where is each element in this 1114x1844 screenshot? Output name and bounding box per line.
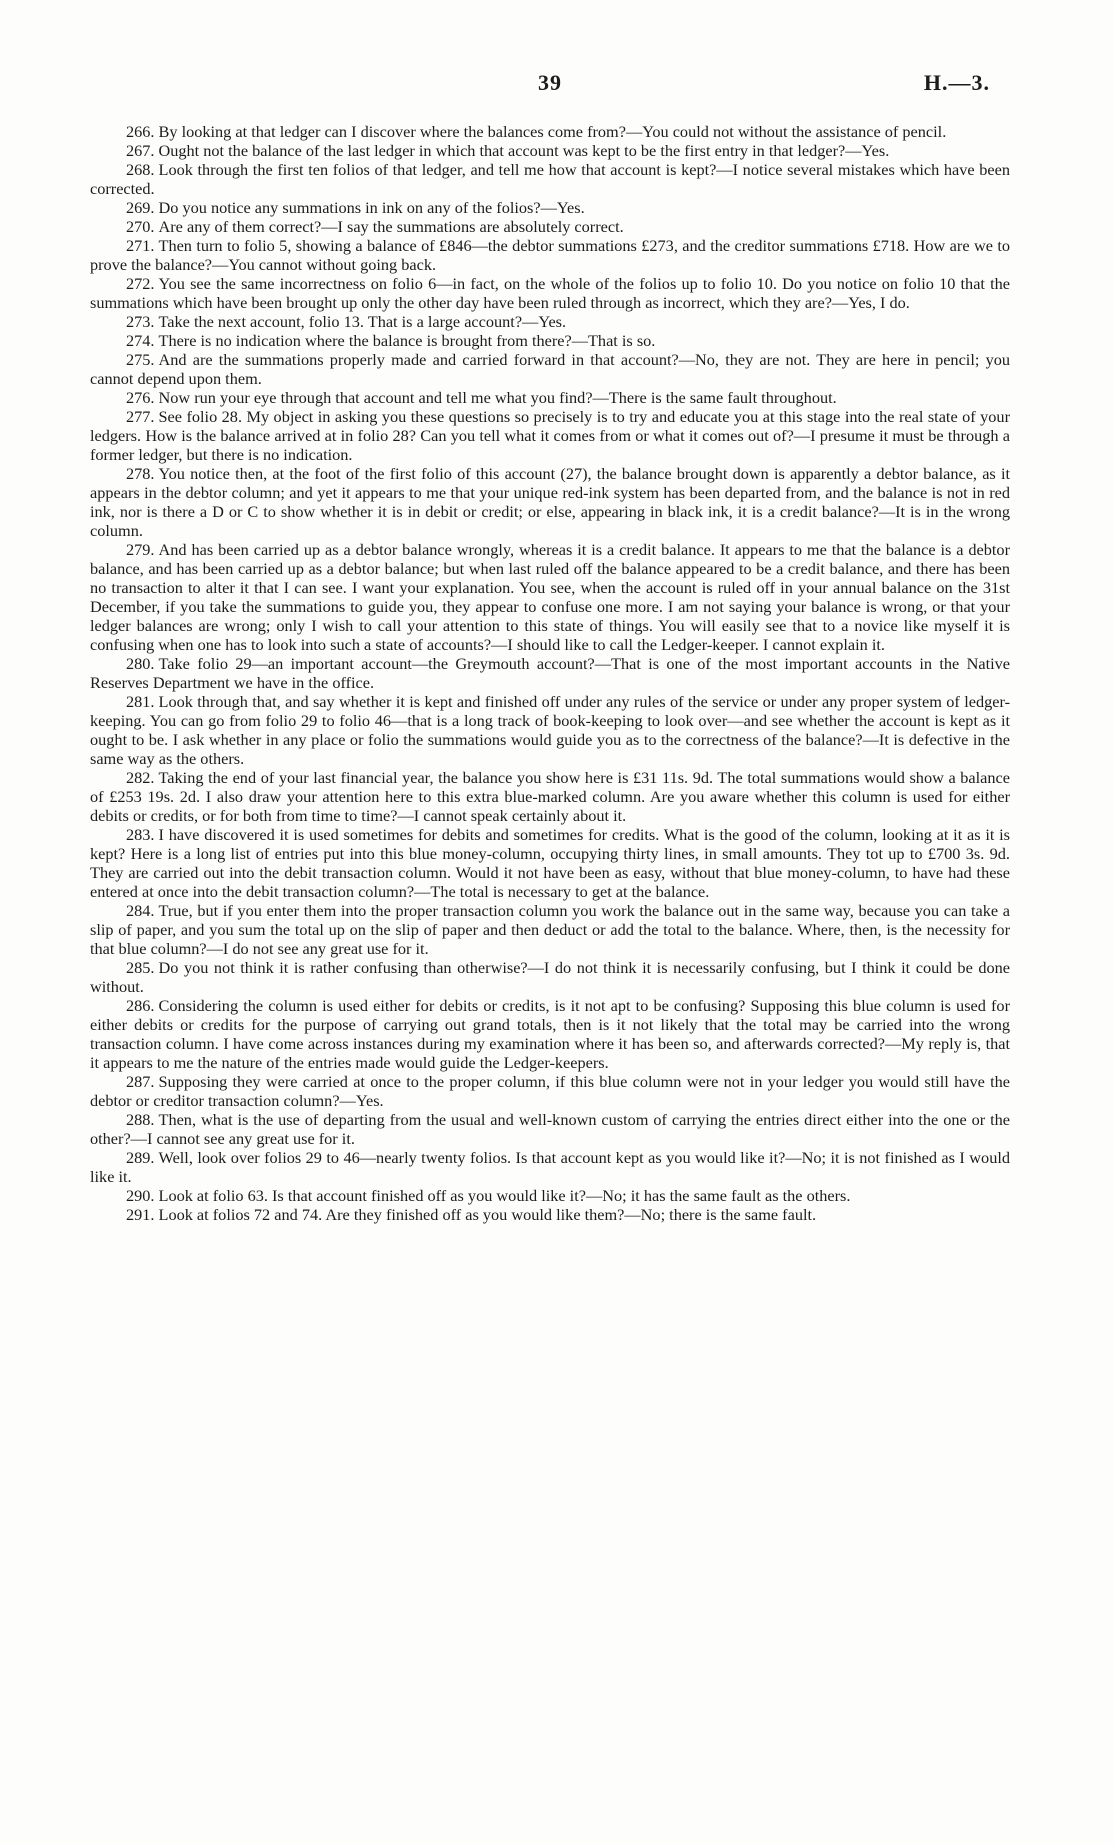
- question-275: [90, 350, 1010, 388]
- question-number: 268.: [126, 160, 155, 179]
- question-text: I have discovered it is used sometimes for debits and sometimes for credits. What is the good of the column, looking at it as it is kept? Here is a long list of entries put into this blue money-column, occupying thirty lines, in small amounts. They tot up to £700 3s. 9d. They are carried out into the debit transaction column. Would it not have been as easy, without that blue money-column, to have had these entered at once into the debit transaction column?—The total is necessary to get at the balance.: [90, 825, 1010, 901]
- question-text: Look at folios 72 and 74. Are they finished off as you would like them?—No; there is the same fault.: [158, 1205, 817, 1224]
- question-number: 270.: [126, 217, 155, 236]
- question-276: [90, 388, 1010, 407]
- question-text: Well, look over folios 29 to 46—nearly twenty folios. Is that account kept as you would like it?—No; it is not finished as I would like it.: [90, 1148, 1010, 1186]
- question-number: 291.: [126, 1205, 155, 1224]
- question-270: [90, 217, 1010, 236]
- question-text: Look through that, and say whether it is kept and finished off under any rules of the service or under any proper system of ledger-keeping. You can go from folio 29 to folio 46—that is a long track of book-keeping to look over—and see whether the account is kept as it ought to be. I ask whether in any place or folio the summations would guide you as to the correctness of the balance?—It is defective in the same way as the others.: [90, 692, 1010, 768]
- question-287: [90, 1072, 1010, 1110]
- question-number: 273.: [126, 312, 155, 331]
- question-number: 281.: [126, 692, 155, 711]
- question-number: 278.: [126, 464, 155, 483]
- question-number: 271.: [126, 236, 155, 255]
- question-text: You notice then, at the foot of the first folio of this account (27), the balance brought down is apparently a debtor balance, as it appears in the debtor column; and yet it appears to me that your unique red-ink system has been departed from, and the balance is not in red ink, nor is there a D or C to show whether it is in debit or credit; or else, appearing in black ink, it is a credit balance?—It is in the wrong column.: [90, 464, 1010, 540]
- question-number: 283.: [126, 825, 155, 844]
- page-number: 39: [538, 70, 562, 95]
- question-text: And are the summations properly made and carried forward in that account?—No, they are not. They are here in pencil; you cannot depend upon them.: [90, 350, 1010, 388]
- question-text: Supposing they were carried at once to the proper column, if this blue column were not in your ledger you would still have the debtor or creditor transaction column?—Yes.: [90, 1072, 1010, 1110]
- question-text: Do you not think it is rather confusing than otherwise?—I do not think it is necessarily confusing, but I think it could be done without.: [90, 958, 1010, 996]
- question-number: 284.: [126, 901, 155, 920]
- question-284: [90, 901, 1010, 958]
- question-285: [90, 958, 1010, 996]
- question-text: Take the next account, folio 13. That is a large account?—Yes.: [158, 312, 567, 331]
- question-number: 280.: [126, 654, 155, 673]
- question-283: [90, 825, 1010, 901]
- question-280: [90, 654, 1010, 692]
- question-text: See folio 28. My object in asking you these questions so precisely is to try and educate you at this stage into the real state of your ledgers. How is the balance arrived at in folio 28? Can you tell what it comes from or what it comes out of?—I presume it must be through a former ledger, but there is no indication.: [90, 407, 1010, 464]
- series-reference: H.—3.: [923, 70, 990, 95]
- question-text: You see the same incorrectness on folio 6—in fact, on the whole of the folios up to folio 10. Do you notice on folio 10 that the summations which have been brought up only the other day have been ruled through as incorrect, which they are?—Yes, I do.: [90, 274, 1010, 312]
- question-286: [90, 996, 1010, 1072]
- question-text: There is no indication where the balance is brought from there?—That is so.: [158, 331, 656, 350]
- question-number: 275.: [126, 350, 155, 369]
- question-271: [90, 236, 1010, 274]
- question-text: Considering the column is used either for debits or credits, is it not apt to be confusing? Supposing this blue column is used for either debits or credits for the purpose of carrying out grand totals, then is it not likely that the total may be carried into the wrong transaction column. I have come across instances during my examination where it has been so, and afterwards corrected?—My reply is, that it appears to me the nature of the entries made would guide the Ledger-keepers.: [90, 996, 1010, 1072]
- question-text: True, but if you enter them into the proper transaction column you work the balance out in the same way, because you can take a slip of paper, and you sum the total up on the slip of paper and then deduct or add the total to the balance. Where, then, is the necessity for that blue column?—I do not see any great use for it.: [90, 901, 1010, 958]
- question-text: Are any of them correct?—I say the summations are absolutely correct.: [158, 217, 624, 236]
- question-text: Ought not the balance of the last ledger in which that account was kept to be the first entry in that ledger?—Yes.: [158, 141, 890, 160]
- question-text: Look at folio 63. Is that account finished off as you would like it?—No; it has the same fault as the others.: [158, 1186, 851, 1205]
- question-number: 287.: [126, 1072, 155, 1091]
- question-281: [90, 692, 1010, 768]
- question-number: 272.: [126, 274, 155, 293]
- question-text: And has been carried up as a debtor balance wrongly, whereas it is a credit balance. It appears to me that the balance is a debtor balance, and has been carried up as a debtor balance; but when last ruled off the balance appeared to be a credit balance, and there has been no transaction to alter it that I can see. I want your explanation. You see, when the account is ruled off in your annual balance on the 31st December, if you take the summations to guide you, they appear to confuse one more. I am not saying your balance is wrong, or that your ledger balances are wrong; only I wish to call your attention to this state of things. You will easily see that to a novice like myself it is confusing when one has to look into such a state of accounts?—I should like to call the Ledger-keeper. I cannot explain it.: [90, 540, 1010, 654]
- question-number: 282.: [126, 768, 155, 787]
- question-278: [90, 464, 1010, 540]
- question-number: 289.: [126, 1148, 155, 1167]
- question-text: Then turn to folio 5, showing a balance of £846—the debtor summations £273, and the creditor summations £718. How are we to prove the balance?—You cannot without going back.: [90, 236, 1010, 274]
- question-text: Then, what is the use of departing from the usual and well-known custom of carrying the entries direct either into the one or the other?—I cannot see any great use for it.: [90, 1110, 1010, 1148]
- testimony-body: [90, 122, 1010, 1224]
- question-272: [90, 274, 1010, 312]
- question-273: [90, 312, 1010, 331]
- question-269: [90, 198, 1010, 217]
- question-266: [90, 122, 1010, 141]
- question-number: 266.: [126, 122, 155, 141]
- question-268: [90, 160, 1010, 198]
- question-number: 285.: [126, 958, 155, 977]
- question-number: 279.: [126, 540, 155, 559]
- question-text: Look through the first ten folios of that ledger, and tell me how that account is kept?—I notice several mistakes which have been corrected.: [90, 160, 1010, 198]
- question-number: 288.: [126, 1110, 155, 1129]
- question-274: [90, 331, 1010, 350]
- question-text: Take folio 29—an important account—the Greymouth account?—That is one of the most important accounts in the Native Reserves Department we have in the office.: [90, 654, 1010, 692]
- question-number: 286.: [126, 996, 155, 1015]
- question-number: 276.: [126, 388, 155, 407]
- question-number: 277.: [126, 407, 155, 426]
- question-number: 269.: [126, 198, 155, 217]
- question-290: [90, 1186, 1010, 1205]
- question-289: [90, 1148, 1010, 1186]
- question-number: 274.: [126, 331, 155, 350]
- question-288: [90, 1110, 1010, 1148]
- question-282: [90, 768, 1010, 825]
- question-text: Now run your eye through that account and tell me what you find?—There is the same fault throughout.: [158, 388, 837, 407]
- question-number: 290.: [126, 1186, 155, 1205]
- question-291: [90, 1205, 1010, 1224]
- question-277: [90, 407, 1010, 464]
- question-number: 267.: [126, 141, 155, 160]
- question-279: [90, 540, 1010, 654]
- question-text: Taking the end of your last financial year, the balance you show here is £31 11s. 9d. The total summations would show a balance of £253 19s. 2d. I also draw your attention here to this extra blue-marked column. Are you aware whether this column is used for either debits or credits, or for both from time to time?—I cannot speak certainly about it.: [90, 768, 1010, 825]
- question-text: By looking at that ledger can I discover where the balances come from?—You could not without the assistance of pencil.: [158, 122, 947, 141]
- question-267: [90, 141, 1010, 160]
- question-text: Do you notice any summations in ink on any of the folios?—Yes.: [158, 198, 585, 217]
